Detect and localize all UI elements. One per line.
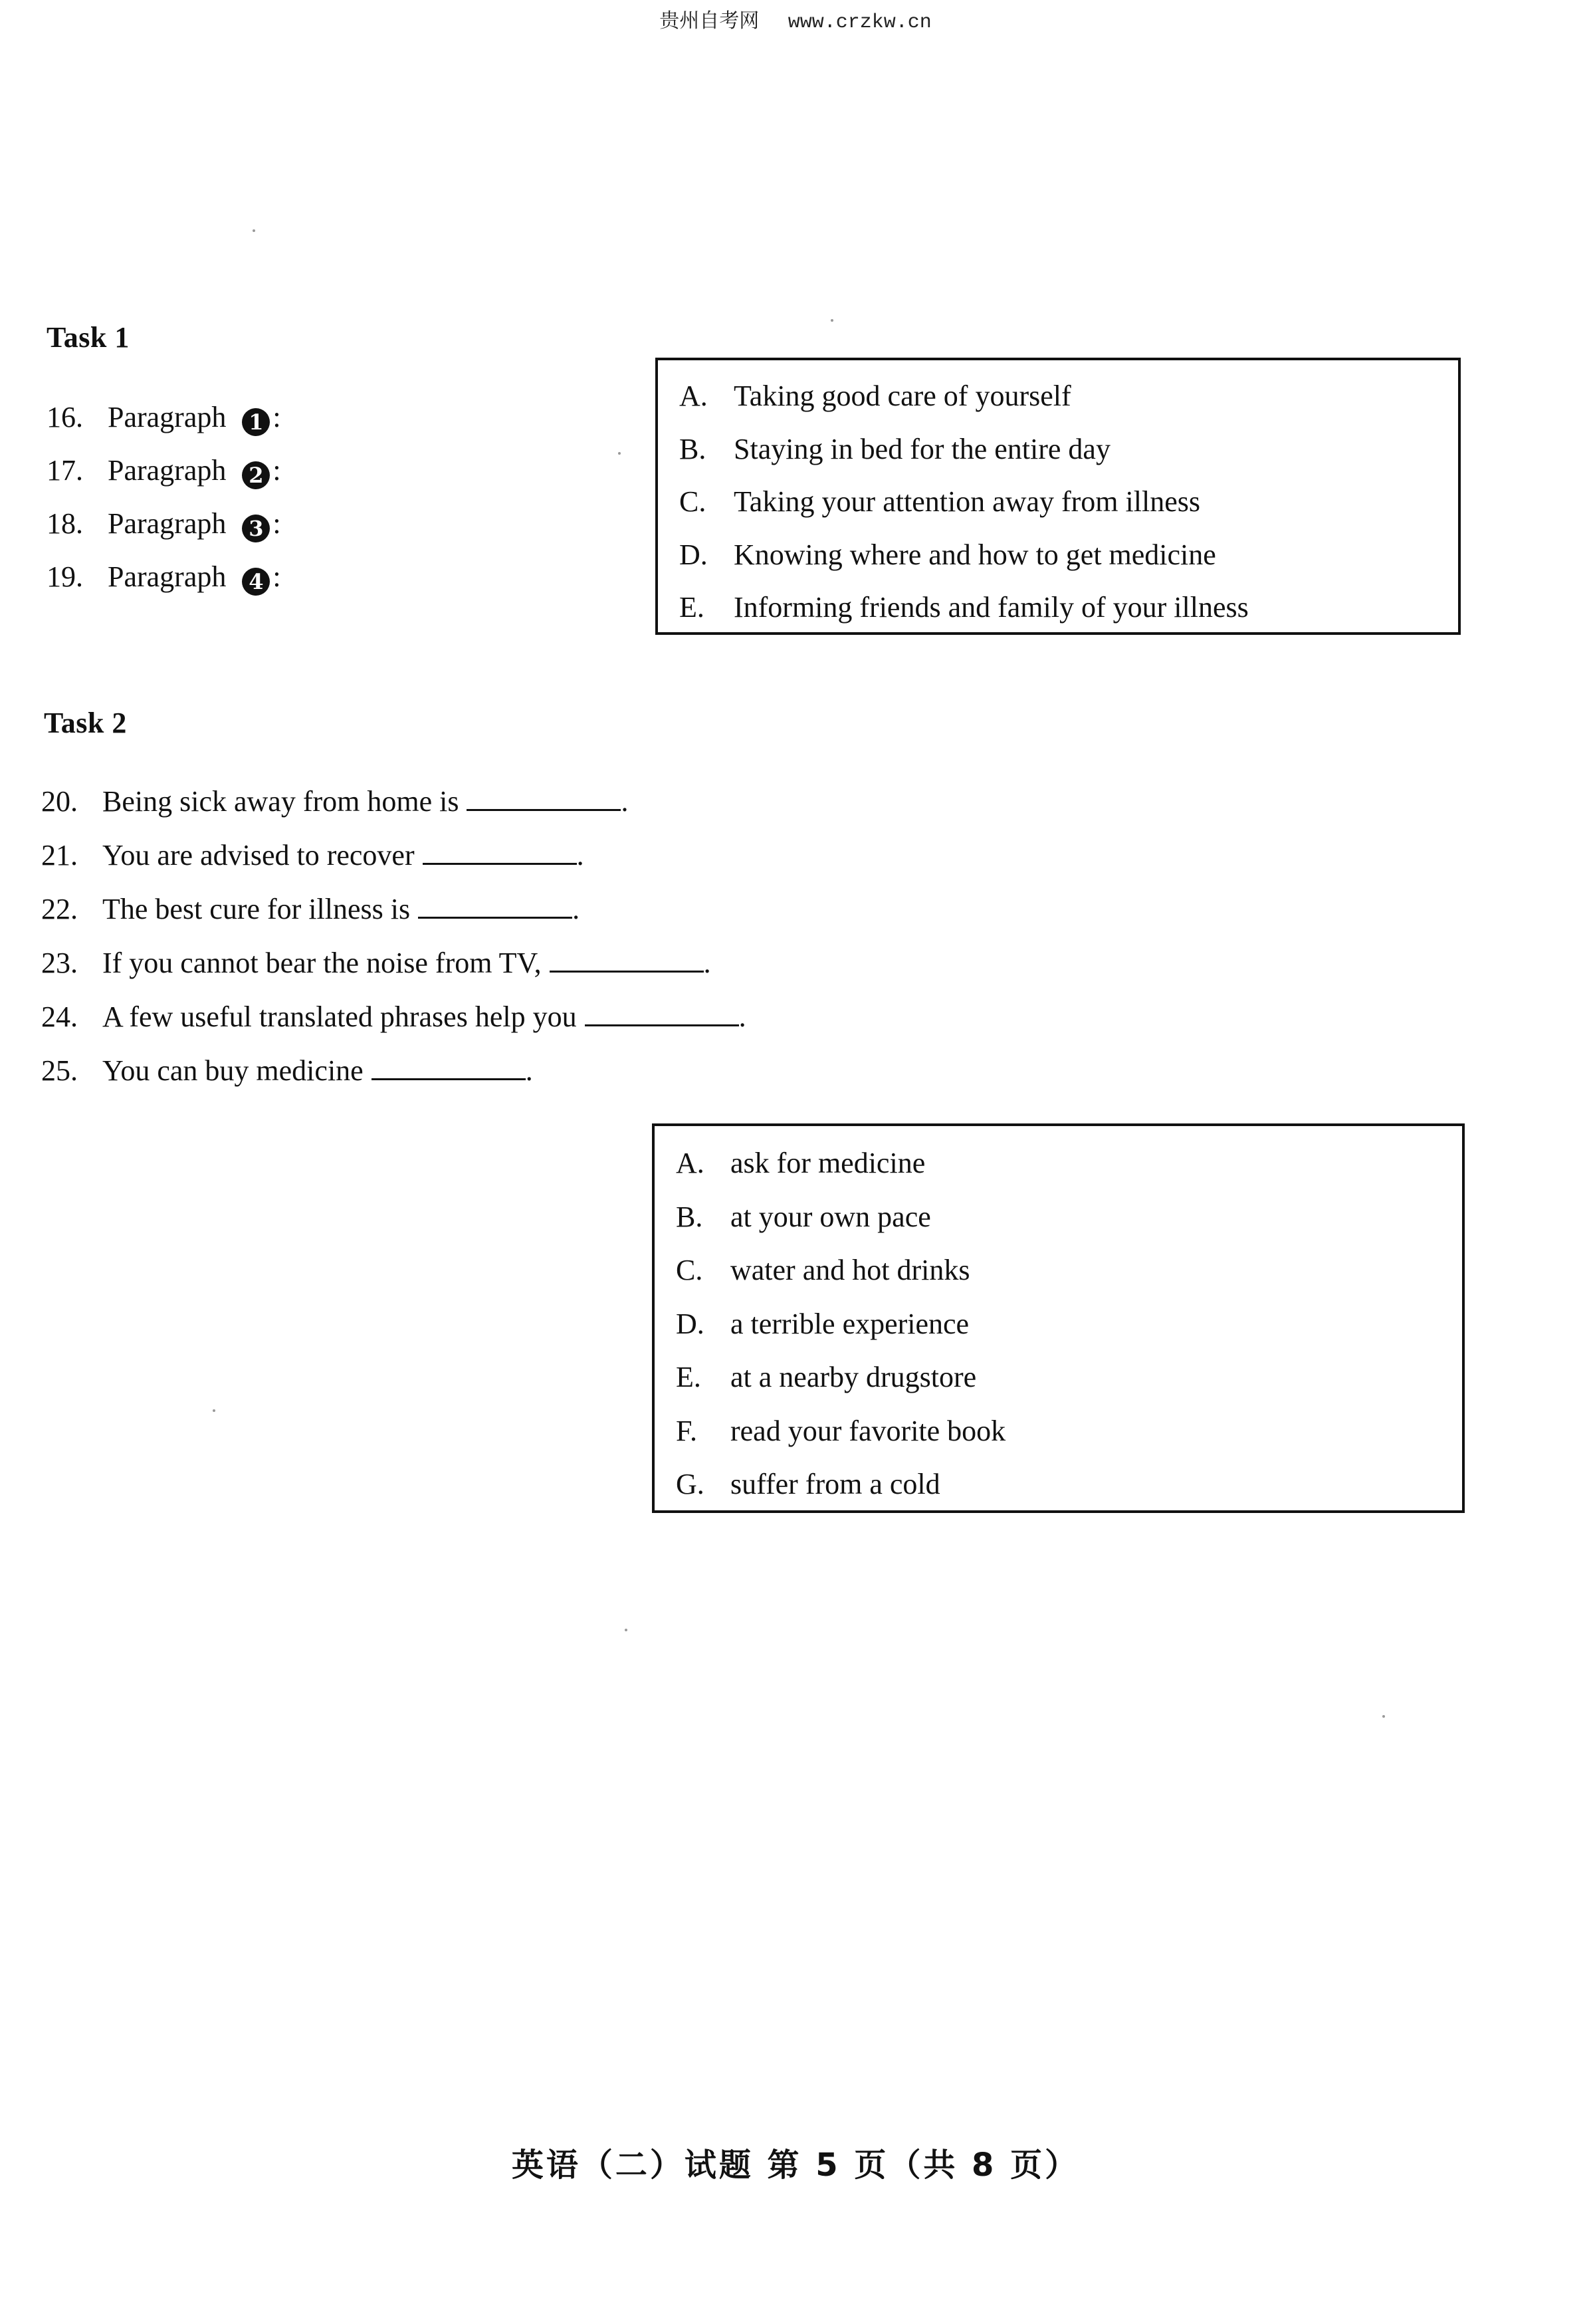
option-text: at a nearby drugstore — [730, 1361, 977, 1393]
question-suffix: : — [272, 507, 281, 540]
option-letter: A. — [676, 1147, 704, 1179]
question-text: If you cannot bear the noise from TV, — [102, 947, 542, 979]
question-number: 25. — [41, 1054, 78, 1087]
question-text: You can buy medicine — [102, 1054, 364, 1087]
question-end: . — [572, 893, 580, 925]
task1-options-box — [655, 358, 1461, 635]
answer-blank — [371, 1058, 526, 1080]
option-text: Taking your attention away from illness — [734, 485, 1200, 518]
answer-blank — [585, 1004, 739, 1026]
question-suffix: : — [272, 560, 281, 593]
page-header — [0, 4, 1591, 34]
option-letter: B. — [679, 432, 706, 465]
question-number: 22. — [41, 893, 78, 925]
question-end: . — [576, 839, 584, 872]
scan-speck — [253, 229, 255, 232]
option-text: at your own pace — [730, 1200, 931, 1233]
question-label: Paragraph — [108, 560, 227, 593]
task1-option — [679, 370, 1458, 423]
option-text: Informing friends and family of your illness — [734, 591, 1249, 624]
question-number: 24. — [41, 1000, 78, 1033]
question-number: 18. — [47, 507, 83, 540]
question-number: 19. — [47, 560, 83, 593]
option-letter: A. — [679, 380, 708, 412]
option-text: ask for medicine — [730, 1147, 926, 1179]
circled-number-icon: 2 — [242, 461, 270, 489]
task1-question — [47, 391, 281, 444]
option-text: a terrible experience — [730, 1307, 970, 1340]
scan-speck — [831, 319, 833, 322]
scan-speck — [618, 452, 621, 455]
task2-question — [41, 774, 746, 828]
task1-question — [47, 497, 281, 550]
scan-speck — [1382, 1715, 1385, 1718]
answer-blank — [423, 843, 577, 865]
option-text: Staying in bed for the entire day — [734, 432, 1111, 465]
site-url: www.crzkw.cn — [788, 11, 932, 34]
question-suffix: : — [272, 454, 281, 487]
option-text: Knowing where and how to get medicine — [734, 538, 1216, 571]
question-end: . — [621, 785, 629, 818]
question-end: . — [738, 1000, 746, 1033]
option-letter: D. — [676, 1307, 704, 1340]
question-label: Paragraph — [108, 454, 227, 487]
task1-option — [679, 528, 1458, 582]
circled-number-icon: 3 — [242, 515, 270, 542]
option-letter: F. — [676, 1414, 697, 1447]
question-label: Paragraph — [108, 401, 227, 433]
option-letter: G. — [676, 1468, 704, 1500]
task1-option — [679, 423, 1458, 476]
task2-option — [676, 1405, 1462, 1458]
circled-number-icon: 1 — [242, 408, 270, 436]
answer-blank — [418, 897, 572, 919]
task2-option — [676, 1191, 1462, 1244]
task2-option — [676, 1458, 1462, 1512]
task2-question — [41, 936, 746, 990]
task1-option — [679, 475, 1458, 528]
task2-question-list — [41, 774, 746, 1098]
question-end: . — [525, 1054, 533, 1087]
scan-speck — [213, 1409, 215, 1412]
option-text: Taking good care of yourself — [734, 380, 1071, 412]
option-text: suffer from a cold — [730, 1468, 940, 1500]
option-letter: D. — [679, 538, 708, 571]
question-number: 20. — [41, 785, 78, 818]
question-text: A few useful translated phrases help you — [102, 1000, 577, 1033]
circled-number-icon: 4 — [242, 568, 270, 596]
task1-question — [47, 444, 281, 497]
option-text: read your favorite book — [730, 1414, 1006, 1447]
option-letter: E. — [676, 1361, 701, 1393]
task2-question — [41, 828, 746, 882]
option-letter: C. — [676, 1254, 703, 1286]
task2-option — [676, 1298, 1462, 1351]
question-text: You are advised to recover — [102, 839, 415, 872]
option-letter: B. — [676, 1200, 703, 1233]
scan-speck — [625, 1629, 627, 1631]
answer-blank — [550, 951, 704, 973]
site-name: 贵州自考网 — [659, 9, 760, 33]
task2-question — [41, 990, 746, 1044]
question-text: Being sick away from home is — [102, 785, 459, 818]
task1-heading: Task 1 — [47, 321, 130, 354]
task2-option — [676, 1244, 1462, 1298]
task2-heading: Task 2 — [44, 707, 127, 739]
page-footer: 英语（二）试题 第 5 页（共 8 页） — [511, 2147, 1080, 2184]
question-number: 21. — [41, 839, 78, 872]
answer-blank — [467, 789, 621, 811]
task1-option — [679, 581, 1458, 634]
question-text: The best cure for illness is — [102, 893, 411, 925]
question-number: 23. — [41, 947, 78, 979]
task2-option — [676, 1351, 1462, 1405]
question-number: 17. — [47, 454, 83, 487]
question-end: . — [703, 947, 711, 979]
question-suffix: : — [272, 401, 281, 433]
task2-question — [41, 882, 746, 936]
task2-option — [676, 1137, 1462, 1191]
option-letter: C. — [679, 485, 706, 518]
question-label: Paragraph — [108, 507, 227, 540]
task2-options-box — [652, 1123, 1465, 1513]
task1-question-list — [47, 391, 281, 604]
option-text: water and hot drinks — [730, 1254, 970, 1286]
task2-question — [41, 1044, 746, 1098]
question-number: 16. — [47, 401, 83, 433]
option-letter: E. — [679, 591, 704, 624]
task1-question — [47, 550, 281, 604]
